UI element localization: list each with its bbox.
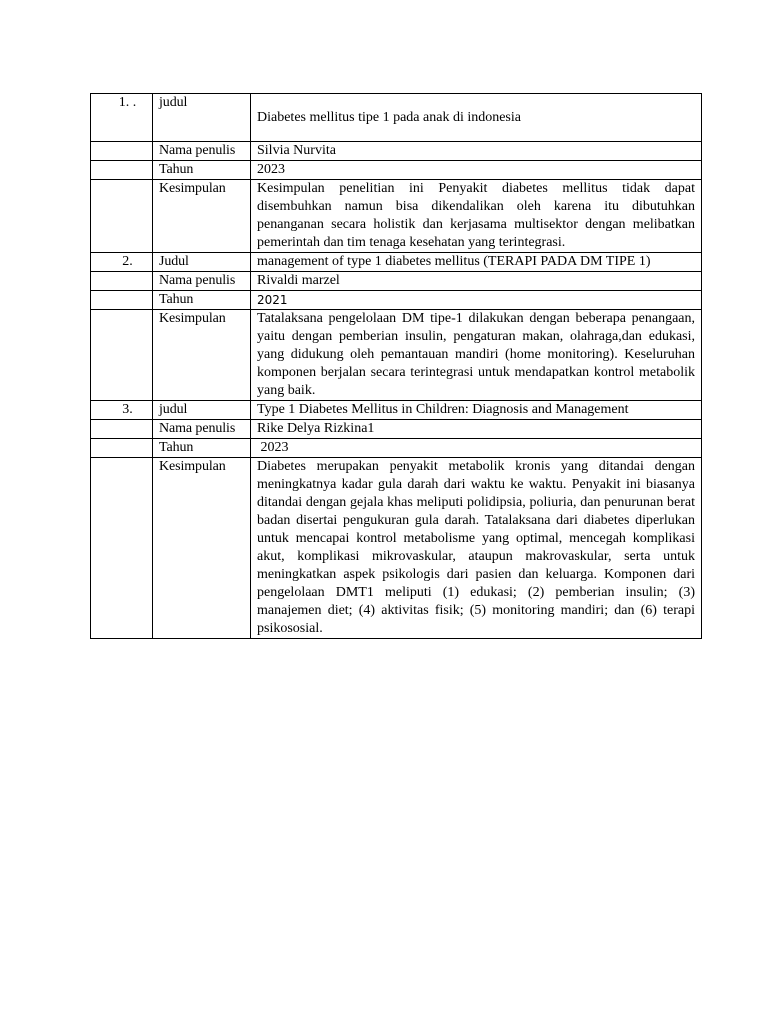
penulis-label: Nama penulis [153,272,251,291]
entry-number: 1. . [91,94,153,142]
empty-cell [91,291,153,310]
kesimpulan-label: Kesimpulan [153,180,251,253]
table-row [91,291,702,310]
judul-label: judul [153,401,251,420]
table-row [91,142,702,161]
empty-cell [91,439,153,458]
entry-number: 2. [91,253,153,272]
entry-number: 3. [91,401,153,420]
penulis-value: Silvia Nurvita [251,142,702,161]
penulis-value: Rivaldi marzel [251,272,702,291]
kesimpulan-label: Kesimpulan [153,458,251,639]
judul-label: judul [153,94,251,142]
table-row [91,253,702,272]
tahun-label: Tahun [153,291,251,310]
judul-label: Judul [153,253,251,272]
kesimpulan-value: Kesimpulan penelitian ini Penyakit diabetes mellitus tidak dapat disembuhkan namun bisa dikendalikan oleh karena itu dibutuhkan penanganan secara holistik dan kerjasama multisektor dengan melibatkan pemerintah dan tim tenaga kesehatan yang terintegrasi. [251,180,702,253]
penulis-label: Nama penulis [153,420,251,439]
literature-table [90,93,702,639]
table-row [91,310,702,401]
empty-cell [91,161,153,180]
table-row [91,94,702,142]
kesimpulan-value: Diabetes merupakan penyakit metabolik kronis yang ditandai dengan meningkatnya kadar gula darah dari waktu ke waktu. Penyakit ini biasanya ditandai dengan gejala khas meliputi polidipsia, poliuria, dan penurunan berat badan disertai pengukuran gula darah. Tatalaksana dari diabetes diperlukan untuk mencapai kontrol metabolisme yang optimal, mencegah komplikasi akut, komplikasi mikrovaskular, ataupun makrovaskular, serta untuk meningkatkan aspek psikologis dari pasien dan keluarga. Komponen dari pengelolaan DMT1 meliputi (1) edukasi; (2) pemberian insulin; (3) manajemen diet; (4) aktivitas fisik; (5) monitoring mandiri; dan (6) terapi psikososial. [251,458,702,639]
empty-cell [91,420,153,439]
empty-cell [91,142,153,161]
empty-cell [91,272,153,291]
tahun-value: 2021 [251,291,702,310]
table-row [91,180,702,253]
empty-cell [91,458,153,639]
kesimpulan-label: Kesimpulan [153,310,251,401]
table-row [91,439,702,458]
kesimpulan-value: Tatalaksana pengelolaan DM tipe-1 dilakukan dengan beberapa penangaan, yaitu dengan pemberian insulin, pengaturan makan, olahraga,dan edukasi, yang didukung oleh pemantauan mandiri (home monitoring). Keseluruhan komponen berjalan secara terintegrasi untuk mendapatkan kontrol metabolik yang baik. [251,310,702,401]
penulis-label: Nama penulis [153,142,251,161]
tahun-value: 2023 [251,161,702,180]
tahun-label: Tahun [153,439,251,458]
penulis-value: Rike Delya Rizkina1 [251,420,702,439]
tahun-value: 2023 [251,439,702,458]
table-row [91,161,702,180]
judul-value: management of type 1 diabetes mellitus (TERAPI PADA DM TIPE 1) [251,253,702,272]
table-row [91,401,702,420]
table-row [91,272,702,291]
table-row [91,458,702,639]
tahun-label: Tahun [153,161,251,180]
empty-cell [91,180,153,253]
empty-cell [91,310,153,401]
table-row [91,420,702,439]
judul-value: Type 1 Diabetes Mellitus in Children: Diagnosis and Management [251,401,702,420]
judul-value: Diabetes mellitus tipe 1 pada anak di indonesia [251,94,702,142]
